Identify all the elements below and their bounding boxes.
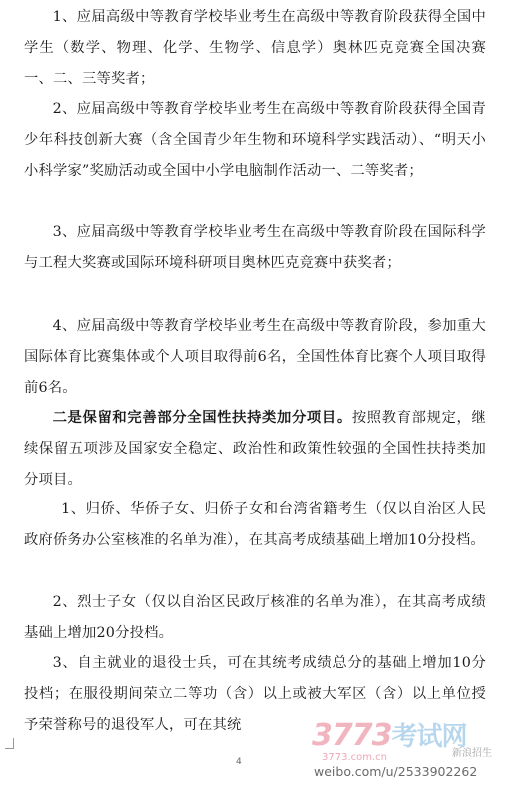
watermark-corner-text: 新浪招生 xyxy=(452,748,492,759)
weibo-url: weibo.com/u/2533902262 xyxy=(314,764,478,779)
paragraph-8: 3、自主就业的退役士兵，可在其统考成绩总分的基础上增加10分投档；在服役期间荣立二等功（含）以上或被大军区（含）以上单位授予荣誉称号的退役军人，可在其统 xyxy=(24,655,486,733)
margin-corner-mark xyxy=(5,738,14,749)
watermark-url: 3773.com.cn xyxy=(322,752,387,763)
watermark-logo-number: 3773 xyxy=(312,718,392,753)
watermark-logo xyxy=(312,716,467,753)
paragraph-4: 4、应届高级中等教育学校毕业考生在高级中等教育阶段，参加重大国际体育比赛集体或个人项目取得前6名，全国性体育比赛个人项目取得前6名。 xyxy=(24,318,486,396)
paragraph-7: 2、烈士子女（仅以自治区民政厅核准的名单为准），在其高考成绩基础上增加20分投档。 xyxy=(24,594,486,641)
paragraph-6: 1、归侨、华侨子女、归侨子女和台湾省籍考生（仅以自治区人民政府侨务办公室核准的名单为准），在其高考成绩基础上增加10分投档。 xyxy=(24,501,486,548)
paragraph-5-heading: 二是保留和完善部分全国性扶持类加分项目。 xyxy=(52,410,352,426)
paragraph-1: 1、应届高级中等教育学校毕业考生在高级中等教育阶段获得全国中学生（数学、物理、化学、生物学、信息学）奥林匹克竞赛全国决赛一、二、三等奖者； xyxy=(24,9,486,87)
paragraph-5 xyxy=(24,403,486,496)
page-number: 4 xyxy=(236,757,242,767)
watermark-logo-cn: 考试网 xyxy=(391,722,467,752)
paragraph-5-body: 按照教育部规定，继续保留五项涉及国家安全稳定、政治性和政策性较强的全国性扶持类加分项目。 xyxy=(24,410,486,488)
paragraph-2: 2、应届高级中等教育学校毕业考生在高级中等教育阶段获得全国青少年科技创新大赛（含全国青少年生物和环境科学实践活动）、“明天小小科学家”奖励活动或全国中小学电脑制作活动一、二等奖者； xyxy=(24,101,486,179)
paragraph-3: 3、应届高级中等教育学校毕业考生在高级中等教育阶段在国际科学与工程大奖赛或国际环境科研项目奥林匹克竞赛中获奖者； xyxy=(24,224,486,271)
